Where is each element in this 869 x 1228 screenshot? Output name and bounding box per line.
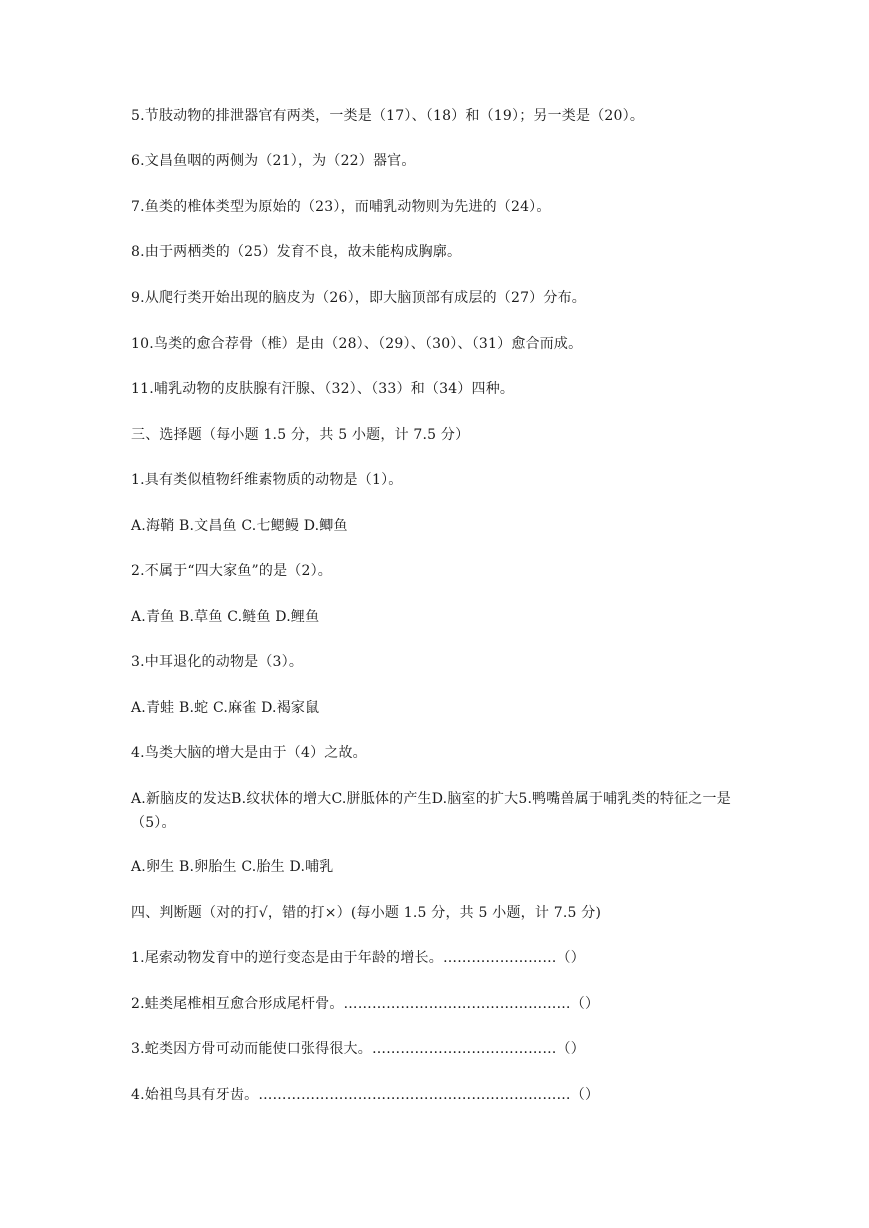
choice-question-3: 3.中耳退化的动物是（3）。 [131, 654, 304, 670]
section-heading-judgement: 四、判断题（对的打√，错的打×）(每小题 1.5 分，共 5 小题，计 7.5 分) [131, 905, 602, 921]
judgement-question-2: 2.蛙类尾椎相互愈合形成尾杆骨。…………………………………………（） [131, 996, 600, 1012]
judgement-question-1: 1.尾索动物发育中的逆行变态是由于年龄的增长。……………………（） [131, 950, 585, 966]
choice-question-2: 2.不属于“四大家鱼”的是（2）。 [131, 563, 332, 579]
judgement-question-4: 4.始祖鸟具有牙齿。…………………………………………………………（） [131, 1087, 600, 1103]
fill-question-6: 6.文昌鱼咽的两侧为（21），为（22）器官。 [131, 153, 416, 169]
judgement-question-3: 3.蛇类因方骨可动而能使口张得很大。…………………………………（） [131, 1041, 585, 1057]
choice-options-1: A.海鞘 B.文昌鱼 C.七鳃鳗 D.鲫鱼 [131, 518, 348, 534]
fill-question-5: 5.节肢动物的排泄器官有两类，一类是（17）、（18）和（19）；另一类是（20）。 [131, 108, 645, 124]
fill-question-11: 11.哺乳动物的皮肤腺有汗腺、（32）、（33）和（34）四种。 [131, 381, 515, 397]
choice-question-4: 4.鸟类大脑的增大是由于（4）之故。 [131, 745, 367, 761]
choice-options-5: A.卵生 B.卵胎生 C.胎生 D.哺乳 [131, 859, 334, 875]
section-heading-choice: 三、选择题（每小题 1.5 分，共 5 小题，计 7.5 分） [131, 427, 470, 443]
choice-options-4-and-question-5: A.新脑皮的发达B.纹状体的增大C.胼胝体的产生D.脑室的扩大5.鸭嘴兽属于哺乳类的特征之一是（5）。 [131, 791, 731, 831]
fill-question-10: 10.鸟类的愈合荐骨（椎）是由（28）、（29）、（30）、（31）愈合而成。 [131, 336, 583, 352]
choice-options-3: A.青蛙 B.蛇 C.麻雀 D.褐家鼠 [131, 700, 320, 716]
fill-question-9: 9.从爬行类开始出现的脑皮为（26），即大脑顶部有成层的（27）分布。 [131, 290, 586, 306]
choice-question-1: 1.具有类似植物纤维素物质的动物是（1）。 [131, 472, 403, 488]
fill-question-7: 7.鱼类的椎体类型为原始的（23），而哺乳动物则为先进的（24）。 [131, 199, 551, 215]
fill-question-8: 8.由于两栖类的（25）发育不良，故未能构成胸廓。 [131, 244, 462, 260]
choice-options-2: A.青鱼 B.草鱼 C.鲢鱼 D.鲤鱼 [131, 609, 320, 625]
